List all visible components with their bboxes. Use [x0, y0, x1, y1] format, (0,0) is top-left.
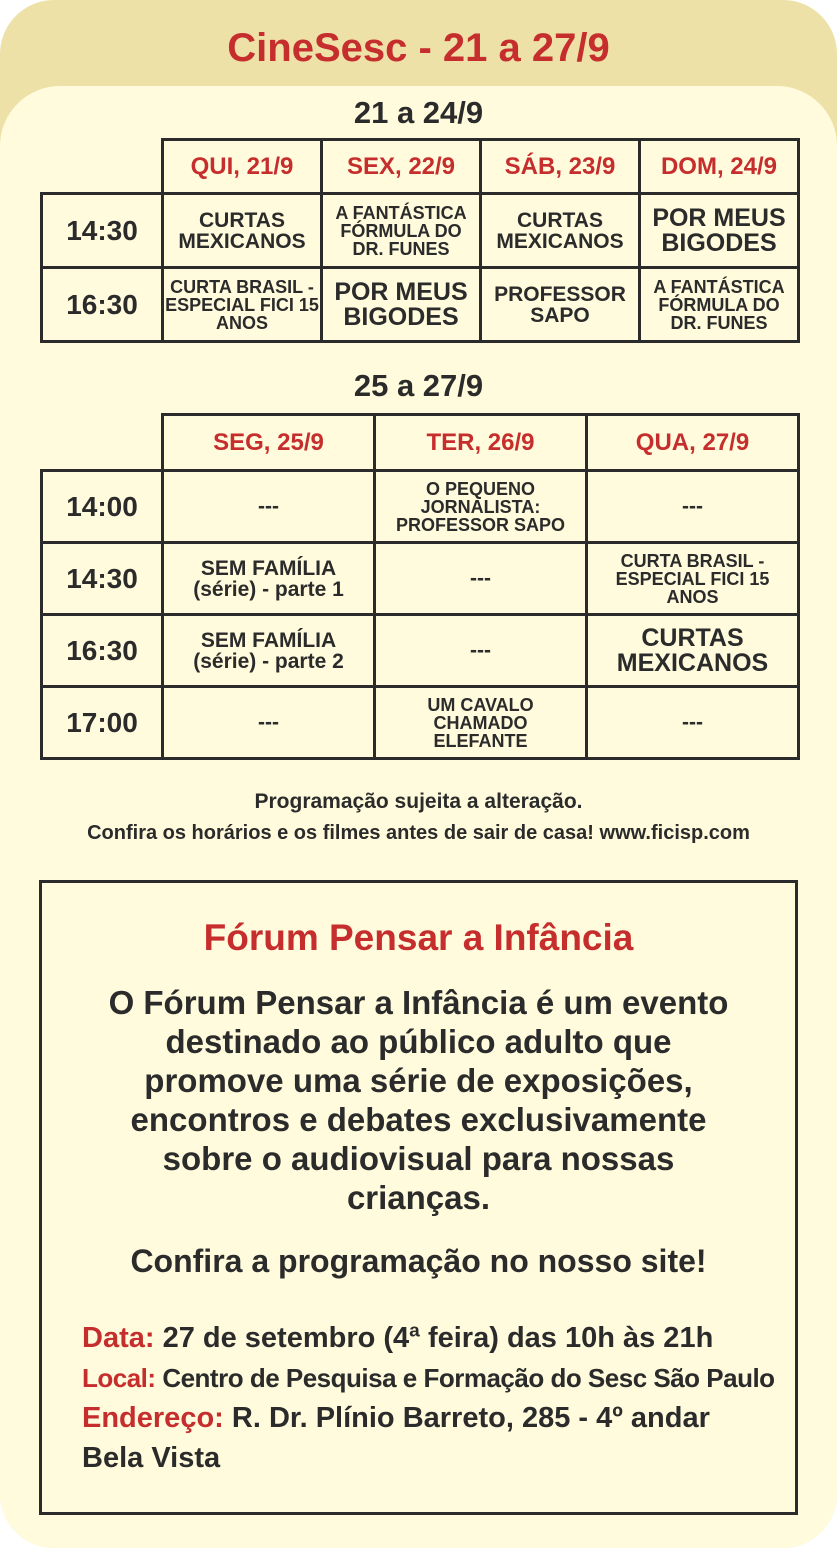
film-cell: PROFESSOR SAPO [481, 268, 640, 342]
week2-header-row [42, 415, 799, 471]
time-cell: 14:30 [42, 543, 163, 615]
film-cell: CURTAS MEXICANOS [481, 194, 640, 268]
location-value: Centro de Pesquisa e Formação do Sesc São Paulo [162, 1363, 775, 1393]
time-cell: 16:30 [42, 268, 163, 342]
forum-location-line [82, 1358, 782, 1398]
film-cell: POR MEUS BIGODES [640, 194, 799, 268]
forum-box [39, 880, 798, 1515]
film-cell: --- [375, 615, 587, 687]
day-header: DOM, 24/9 [640, 140, 799, 194]
film-cell: CURTA BRASIL - ESPECIAL FICI 15 ANOS [163, 268, 322, 342]
week1-header-row [42, 140, 799, 194]
film-cell: A FANTÁSTICA FÓRMULA DO DR. FUNES [322, 194, 481, 268]
film-cell: --- [587, 687, 799, 759]
week2-schedule-table [40, 413, 800, 760]
film-cell: SEM FAMÍLIA (série) - parte 2 [163, 615, 375, 687]
film-cell: CURTA BRASIL - ESPECIAL FICI 15 ANOS [587, 543, 799, 615]
day-header: SÁB, 23/9 [481, 140, 640, 194]
table-row [42, 615, 799, 687]
page-title: CineSesc - 21 a 27/9 [227, 26, 610, 70]
table-row [42, 543, 799, 615]
day-header: QUA, 27/9 [587, 415, 799, 471]
notice-line-1: Programação sujeita a alteração. [254, 790, 583, 813]
week1-schedule-table [40, 138, 800, 343]
address-label: Endereço: [82, 1402, 224, 1434]
forum-info [82, 1318, 782, 1478]
time-cell: 17:00 [42, 687, 163, 759]
film-cell: --- [587, 471, 799, 543]
forum-title: Fórum Pensar a Infância [203, 917, 634, 958]
address-value: R. Dr. Plínio Barreto, 285 - 4º andar [231, 1402, 710, 1434]
forum-address-line [82, 1398, 782, 1438]
table-row [42, 194, 799, 268]
film-cell: SEM FAMÍLIA (série) - parte 1 [163, 543, 375, 615]
forum-cta: Confira a programação no nosso site! [130, 1243, 707, 1279]
film-cell: --- [375, 543, 587, 615]
film-cell: --- [163, 687, 375, 759]
table-row [42, 687, 799, 759]
film-cell: O PEQUENO JORNALISTA: PROFESSOR SAPO [375, 471, 587, 543]
film-cell: CURTAS MEXICANOS [163, 194, 322, 268]
table-row [42, 268, 799, 342]
film-cell: UM CAVALO CHAMADO ELEFANTE [375, 687, 587, 759]
forum-address-line-2: Bela Vista [82, 1442, 221, 1474]
location-label: Local: [82, 1363, 156, 1393]
film-cell: A FANTÁSTICA FÓRMULA DO DR. FUNES [640, 268, 799, 342]
date-value: 27 de setembro (4ª feira) das 10h às 21h [162, 1322, 714, 1354]
day-header: QUI, 21/9 [163, 140, 322, 194]
corner-cell [42, 415, 163, 471]
table-row [42, 471, 799, 543]
forum-description: O Fórum Pensar a Infância é um evento destinado ao público adulto que promove uma série de exposições, encontros e debates exclusivamente sobre o audiovisual para nossas crianças. [108, 984, 729, 1216]
time-cell: 16:30 [42, 615, 163, 687]
forum-date-line [82, 1318, 782, 1358]
film-cell: --- [163, 471, 375, 543]
day-header: TER, 26/9 [375, 415, 587, 471]
week2-heading: 25 a 27/9 [353, 368, 484, 403]
time-cell: 14:00 [42, 471, 163, 543]
film-cell: POR MEUS BIGODES [322, 268, 481, 342]
corner-cell [42, 140, 163, 194]
day-header: SEG, 25/9 [163, 415, 375, 471]
day-header: SEX, 22/9 [322, 140, 481, 194]
film-cell: CURTAS MEXICANOS [587, 615, 799, 687]
time-cell: 14:30 [42, 194, 163, 268]
week1-heading: 21 a 24/9 [353, 95, 484, 130]
notice-line-2: Confira os horários e os filmes antes de sair de casa! www.ficisp.com [87, 822, 750, 844]
date-label: Data: [82, 1322, 155, 1354]
